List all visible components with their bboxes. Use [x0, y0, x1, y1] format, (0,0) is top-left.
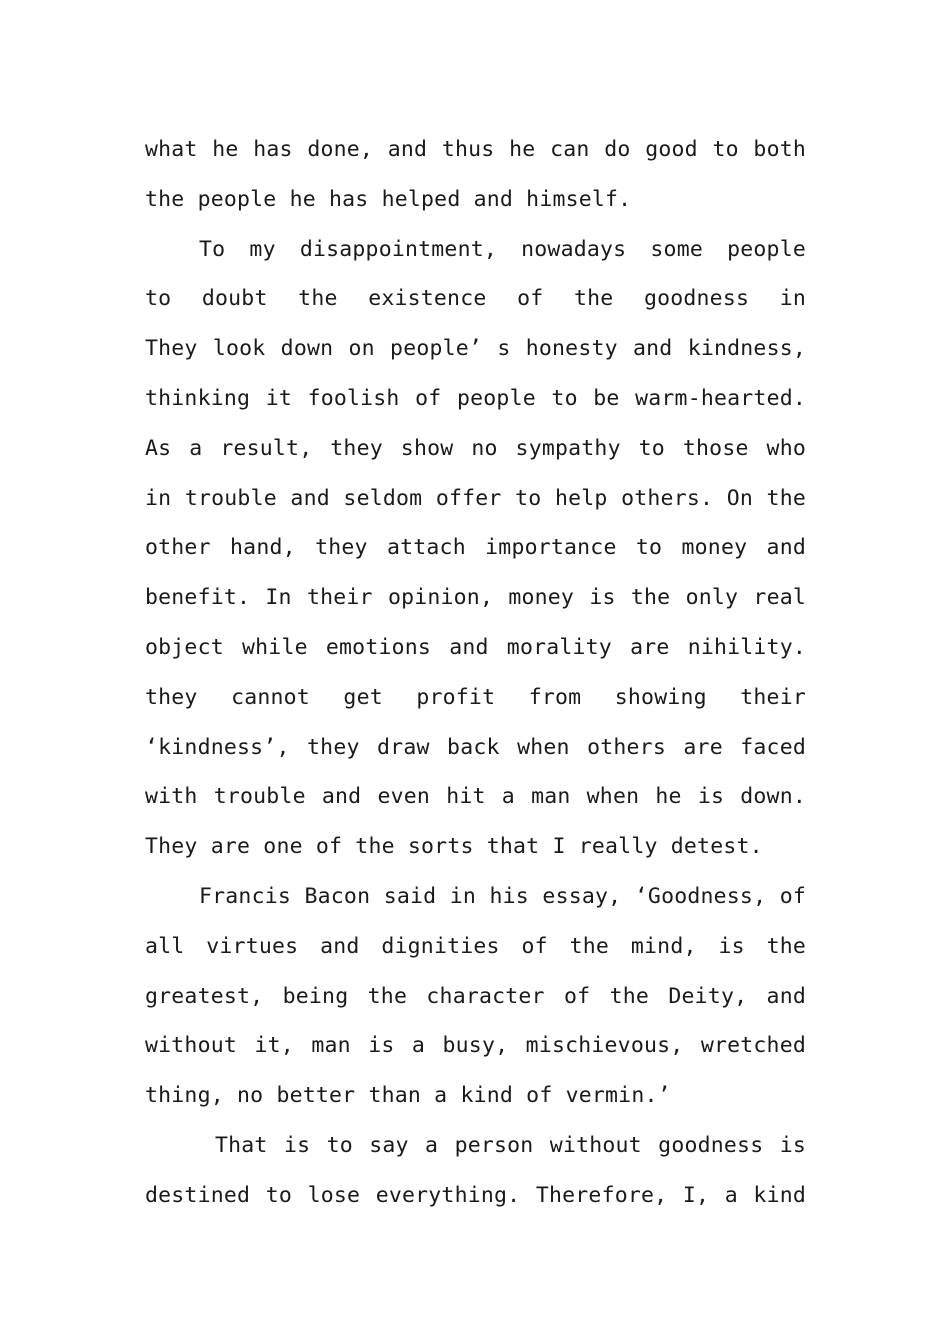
text-line: greatest, being the character of the Deity, and — [145, 983, 806, 1009]
text-line: object while emotions and morality are nihility. — [145, 634, 806, 660]
essay-text — [145, 125, 806, 1221]
text-line: what he has done, and thus he can do good to both — [145, 137, 806, 162]
text-line: all virtues and dignities of the mind, is the — [145, 933, 806, 959]
text-line: other hand, they attach importance to money and — [145, 535, 806, 561]
text-line: the people he has helped and himself. — [145, 186, 632, 212]
text-line: They look down on people’ s honesty and kindness, — [145, 336, 806, 362]
text-line: without it, man is a busy, mischievous, wretched — [145, 1033, 806, 1059]
text-line: As a result, they show no sympathy to those who — [145, 435, 806, 461]
text-line: ‘kindness’, they draw back when others are faced — [145, 734, 806, 760]
paragraph-first-line: To my disappointment, nowadays some people — [199, 236, 806, 262]
text-line: thinking it foolish of people to be warm-hearted. — [145, 385, 806, 411]
text-line: to doubt the existence of the goodness in — [145, 286, 806, 312]
text-line: with trouble and even hit a man when he is down. — [145, 784, 806, 810]
paragraph-first-line: That is to say a person without goodness is — [215, 1132, 806, 1158]
text-line: in trouble and seldom offer to help others. On the — [145, 485, 806, 511]
text-line: they cannot get profit from showing their — [145, 684, 806, 710]
text-line: destined to lose everything. Therefore, I, a kind — [145, 1182, 806, 1208]
text-line: benefit. In their opinion, money is the only real — [145, 585, 806, 611]
text-line: They are one of the sorts that I really detest. — [145, 834, 763, 860]
paragraph-first-line: Francis Bacon said in his essay, ‘Goodness, of — [199, 883, 806, 909]
text-line: thing, no better than a kind of vermin.’ — [145, 1083, 671, 1109]
